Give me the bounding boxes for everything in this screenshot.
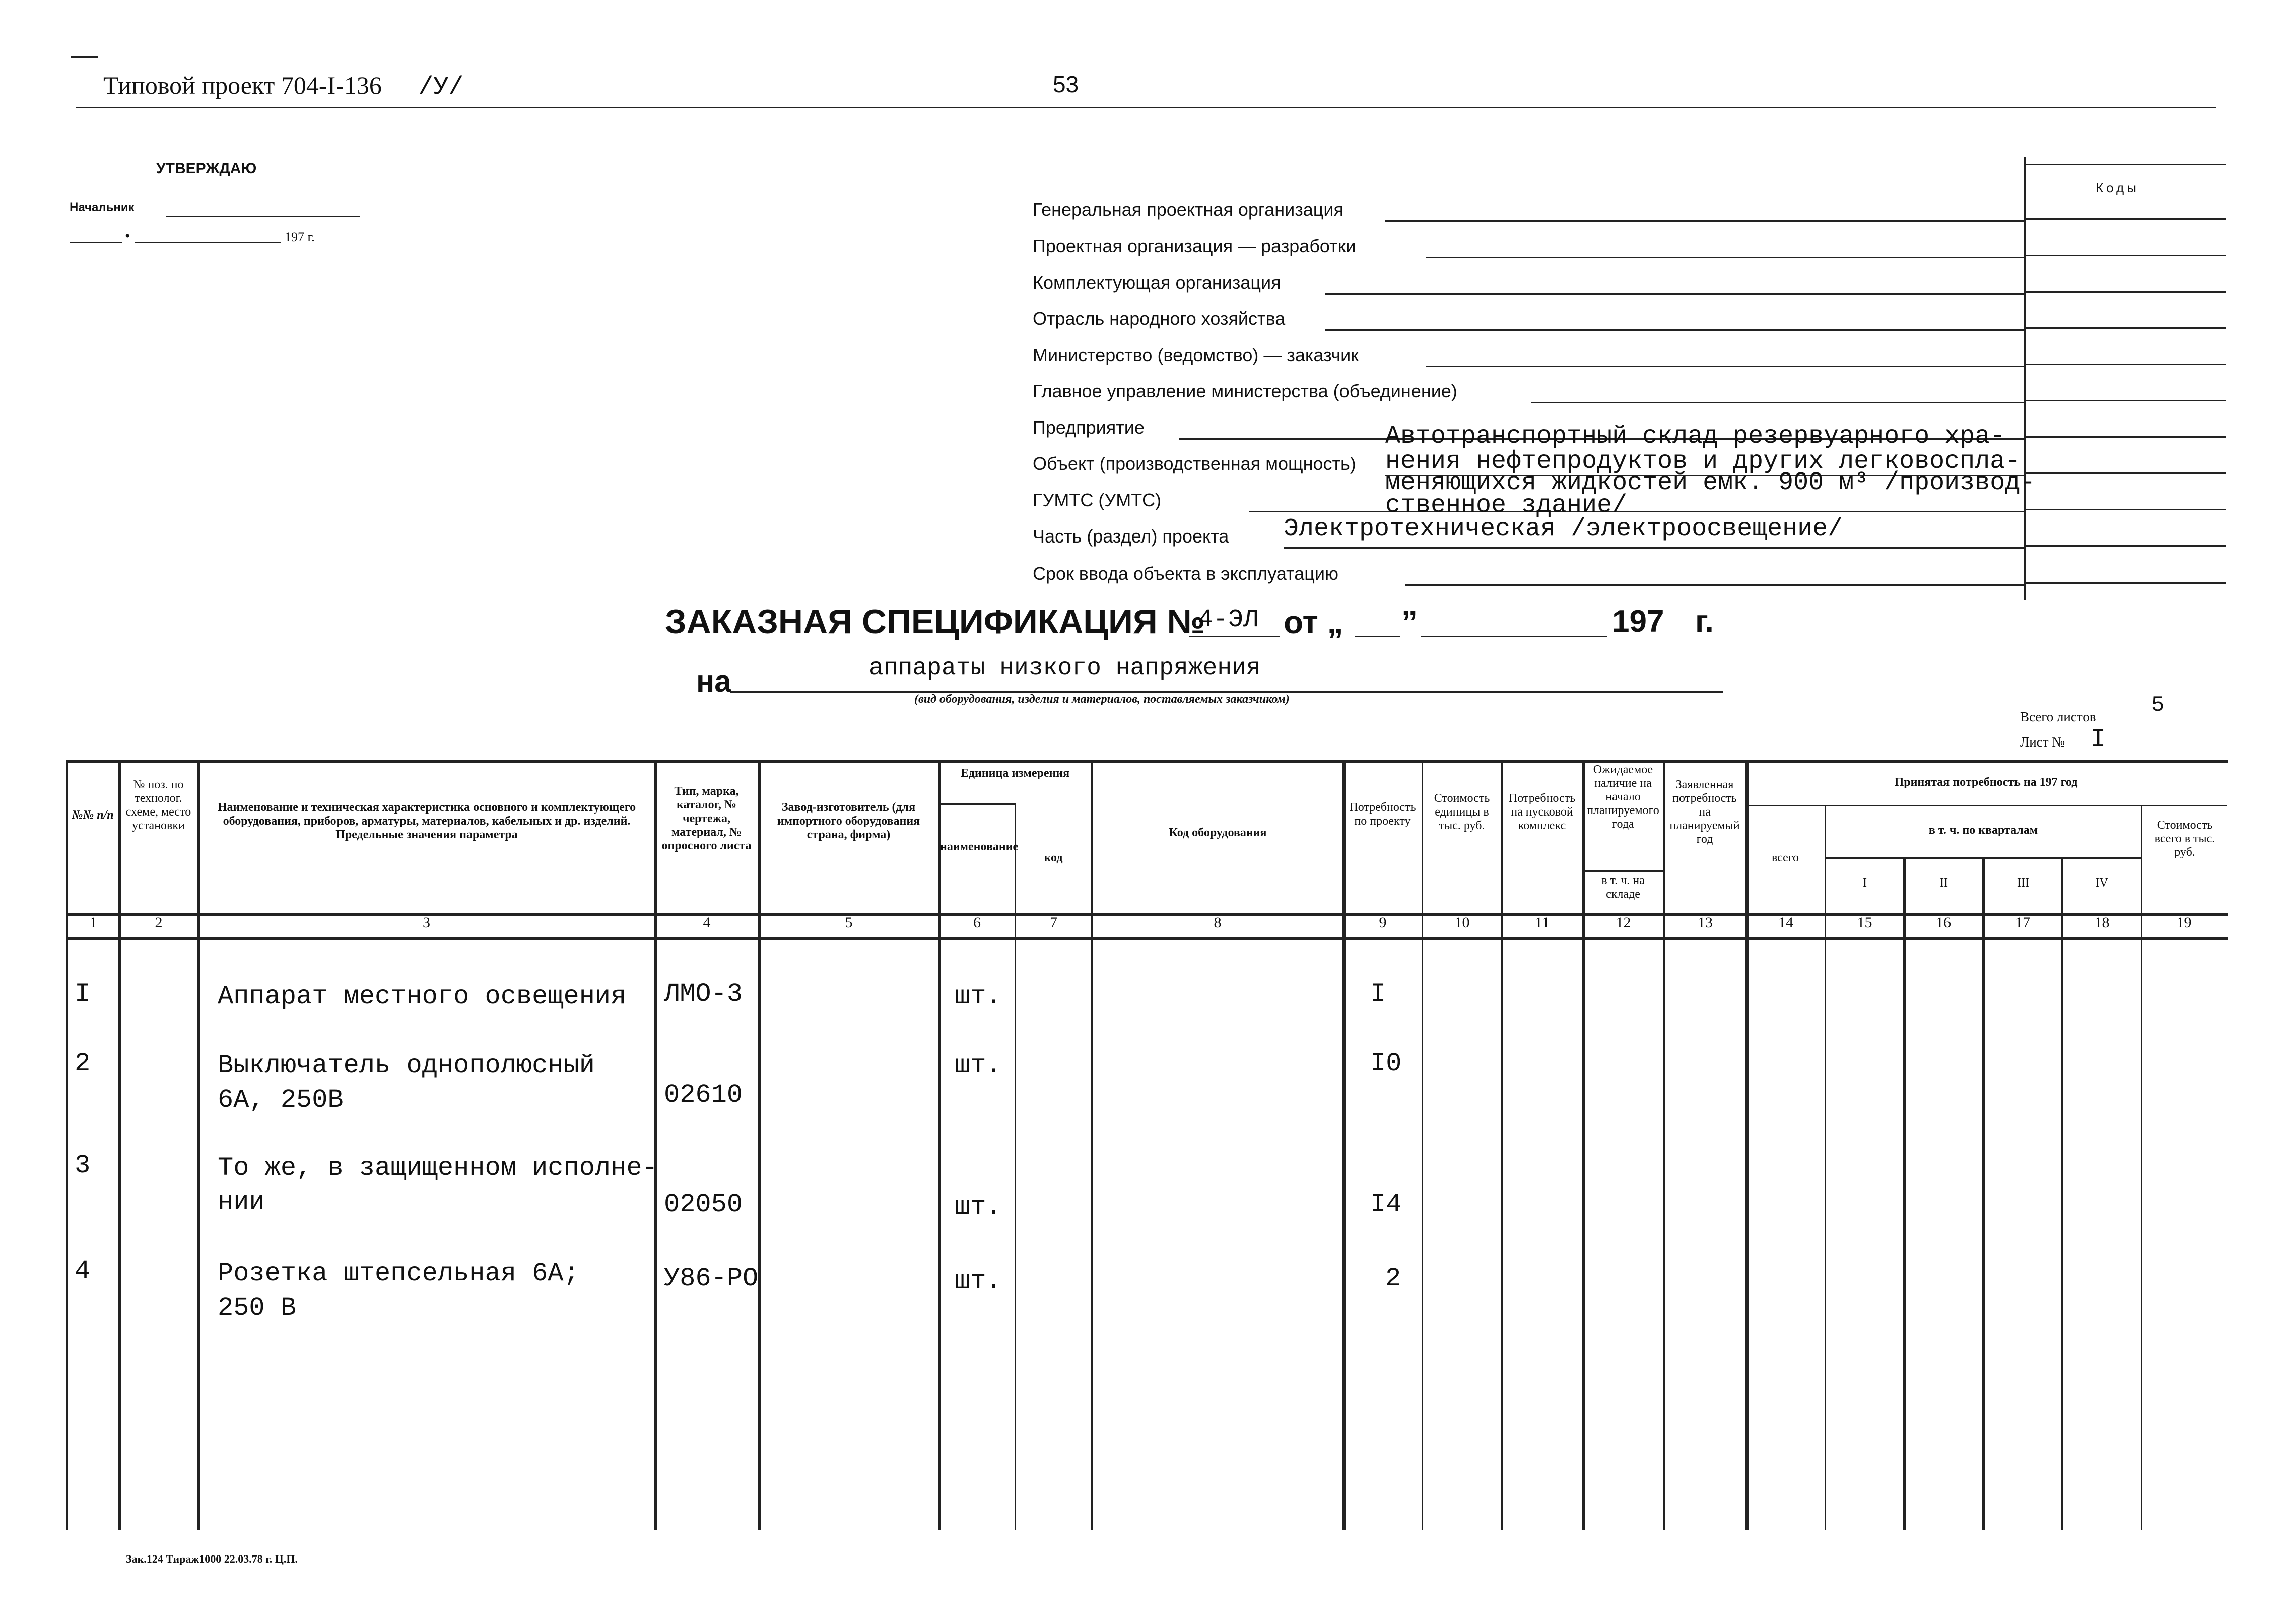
codes-row-line — [2024, 364, 2226, 365]
sheet-label: Лист № — [2020, 734, 2065, 750]
spec-number: 4-ЭЛ — [1198, 605, 1259, 634]
project-label-text: Типовой проект 704-I-136 — [103, 71, 382, 99]
approval-chief: Начальник — [70, 200, 135, 214]
row-type: У86-РО — [664, 1264, 759, 1294]
col-line-7 — [1091, 760, 1093, 1530]
accepted-subheader-line — [1745, 805, 2227, 806]
col-num-5: 5 — [845, 914, 853, 931]
codes-box-left — [2024, 157, 2026, 600]
org-field-label: Предприятие — [1033, 417, 1145, 438]
col-header-13: Заявленная потребность на планируемый год — [1669, 778, 1740, 846]
row-name-line-2: нии — [218, 1187, 265, 1217]
org-field-line — [1249, 511, 2024, 512]
codes-row-line — [2024, 582, 2226, 584]
col-line-5 — [938, 760, 941, 1530]
col-header-5: Завод-изготовитель (для импортного оборудования страна, фирма) — [777, 801, 920, 841]
header-dash — [71, 56, 98, 58]
row-name-line-2: 6А, 250В — [218, 1085, 344, 1115]
row-type: 02050 — [664, 1190, 743, 1220]
col-num-15: 15 — [1857, 914, 1872, 931]
col-header-8: Код оборудования — [1169, 826, 1267, 839]
spec-quote-close: ” — [1401, 604, 1418, 640]
row-unit: шт. — [955, 1266, 1002, 1296]
col-num-19: 19 — [2176, 914, 2192, 931]
table-top-line — [66, 760, 2228, 763]
sheets-total-value: 5 — [2151, 693, 2165, 718]
codes-row-line — [2024, 255, 2226, 256]
col-header-12b: в т. ч. на складе — [1601, 874, 1645, 901]
row-unit: шт. — [955, 982, 1002, 1011]
col-num-14: 14 — [1778, 914, 1793, 931]
org-field-label: Генеральная проектная организация — [1033, 199, 1343, 220]
codes-header: Коды — [2096, 180, 2139, 195]
codes-row-line — [2024, 436, 2226, 438]
col-header-7: код — [1044, 851, 1063, 864]
row-qty: I — [1370, 979, 1386, 1009]
col-header-accepted: Принятая потребность на 197 год — [1894, 776, 2078, 789]
project-section-value: Электротехническая /электроосвещение/ — [1284, 515, 1843, 544]
print-footer: Зак.124 Тираж1000 22.03.78 г. Ц.П. — [126, 1552, 298, 1565]
col-line-2 — [197, 760, 200, 1530]
row-name-line-1: Выключатель однополюсный — [218, 1051, 595, 1080]
codes-row-line — [2024, 472, 2226, 474]
col-line-1 — [118, 760, 121, 1530]
codes-row-line — [2024, 400, 2226, 401]
row-name-line-2: 250 В — [218, 1293, 297, 1323]
row-type: 02610 — [664, 1080, 743, 1110]
col-num-1: 1 — [89, 914, 97, 931]
col-header-4: Тип, марка, каталог, № чертежа, материал, № опросного листа — [661, 785, 752, 852]
col-header-12: Ожидаемое наличие на начало планируемого года — [1587, 763, 1659, 831]
col-num-3: 3 — [423, 914, 430, 931]
codes-row-line — [2024, 218, 2226, 220]
approval-date-line-1 — [70, 242, 122, 243]
spec-from: от „ — [1284, 604, 1343, 640]
col-num-13: 13 — [1698, 914, 1713, 931]
codes-row-line — [2024, 327, 2226, 329]
object-line-2: нения нефтепродуктов и других легковоспла- — [1385, 447, 2021, 476]
col-line-13 — [1745, 760, 1749, 1530]
col-header-1: №№ п/п — [72, 808, 114, 822]
col-header-10: Стоимость единицы в тыс. руб. — [1434, 792, 1490, 832]
col-line-6 — [1015, 803, 1016, 1530]
codes-row-line — [2024, 291, 2226, 293]
spec-title — [665, 602, 1205, 641]
org-field-line — [1325, 329, 2024, 331]
col-num-16: 16 — [1936, 914, 1951, 931]
approval-chief-line — [166, 216, 360, 217]
col-header-16: II — [1940, 876, 1948, 890]
header-divider — [76, 107, 2216, 108]
unit-subheader-line — [938, 803, 1015, 805]
col-num-8: 8 — [1214, 914, 1222, 931]
subject-caption: (вид оборудования, изделия и материалов, поставляемых заказчиком) — [914, 693, 1290, 706]
col-num-11: 11 — [1535, 914, 1550, 931]
col-line-14 — [1825, 805, 1826, 1530]
row-name-line-1: Розетка штепсельная 6А; — [218, 1259, 579, 1289]
spec-day-line — [1355, 636, 1400, 637]
sheet-value: I — [2091, 725, 2106, 754]
col-header-6: наименование — [940, 840, 1019, 853]
row-name-line-1: То же, в защищенном исполне- — [218, 1153, 658, 1183]
col-num-12: 12 — [1616, 914, 1631, 931]
approval-dot: • — [125, 228, 130, 244]
col-header-17: III — [2017, 876, 2029, 890]
col-num-17: 17 — [2015, 914, 2030, 931]
row-qty: I4 — [1370, 1190, 1402, 1220]
org-field-line — [1426, 366, 2024, 367]
col-line-12 — [1663, 760, 1665, 1530]
spec-year: 197 — [1612, 604, 1664, 639]
col-num-10: 10 — [1454, 914, 1470, 931]
col-header-9: Потребность по проекту — [1349, 801, 1416, 828]
page-number: 53 — [1053, 71, 1079, 97]
col-line-9 — [1422, 760, 1423, 1530]
col-num-9: 9 — [1379, 914, 1387, 931]
col-line-16 — [1982, 857, 1985, 1530]
col-line-18 — [2141, 805, 2142, 1530]
codes-row-line — [2024, 509, 2226, 510]
col-header-11: Потребность на пусковой комплекс — [1508, 792, 1576, 832]
col-header-2: № поз. по технолог. схеме, место установки — [125, 778, 191, 832]
org-field-label: Отрасль народного хозяйства — [1033, 308, 1286, 329]
col-line-10 — [1501, 760, 1503, 1530]
col-line-3 — [654, 760, 657, 1530]
org-field-line — [1405, 584, 2024, 586]
project-label — [103, 71, 463, 102]
col-line-17 — [2061, 857, 2063, 1530]
col-header-15: I — [1863, 876, 1867, 890]
c12-subheader-line — [1582, 870, 1663, 872]
col-header-19: Стоимость всего в тыс. руб. — [2154, 819, 2215, 859]
approval-year: 197 г. — [285, 230, 315, 244]
row-unit: шт. — [955, 1051, 1002, 1080]
org-field-line — [1325, 293, 2024, 295]
org-field-line — [1284, 547, 2024, 549]
col-line-0 — [66, 760, 68, 1530]
row-number: 4 — [75, 1256, 91, 1286]
col-num-4: 4 — [703, 914, 711, 931]
col-header-18: IV — [2095, 876, 2108, 890]
approval-date-line-2 — [135, 242, 281, 243]
approval-title: УТВЕРЖДАЮ — [156, 160, 257, 177]
project-suffix: /У/ — [418, 73, 464, 102]
spec-month-line — [1421, 636, 1607, 637]
org-field-label: Проектная организация — разработки — [1033, 236, 1356, 256]
org-field-label: ГУМТС (УМТС) — [1033, 490, 1162, 510]
col-num-18: 18 — [2094, 914, 2110, 931]
object-line-3: меняющихся жидкостей емк. 900 м³ /производ- — [1385, 468, 2036, 497]
org-field-line — [1385, 220, 2024, 222]
row-number: 3 — [75, 1151, 91, 1180]
org-field-label: Срок ввода объекта в эксплуатацию — [1033, 563, 1338, 584]
spec-number-line — [1189, 636, 1280, 637]
subject-value: аппараты низкого напряжения — [869, 655, 1261, 682]
org-field-label: Министерство (ведомство) — заказчик — [1033, 345, 1359, 365]
sheets-total-label: Всего листов — [2020, 709, 2096, 724]
row-unit: шт. — [955, 1192, 1002, 1222]
org-field-label: Объект (производственная мощность) — [1033, 453, 1356, 474]
subject-prefix: на — [696, 664, 731, 698]
spec-title-prefix: ЗАКАЗНАЯ СПЕЦИФИКАЦИЯ № — [665, 602, 1205, 641]
org-field-label: Комплектующая организация — [1033, 272, 1281, 293]
org-field-label: Главное управление министерства (объединение) — [1033, 381, 1457, 401]
col-line-8 — [1342, 760, 1346, 1530]
org-field-label: Часть (раздел) проекта — [1033, 526, 1229, 547]
object-line-1: Автотранспортный склад резервуарного хра- — [1385, 422, 2005, 451]
row-name-line-1: Аппарат местного освещения — [218, 982, 627, 1011]
col-line-15 — [1903, 857, 1906, 1530]
row-qty: 2 — [1385, 1264, 1401, 1294]
col-header-3: Наименование и техническая характеристика основного и комплектующего оборудования, приборов, арматуры, материалов, кабельных и др. изделий. Предельные значения параметра — [217, 801, 636, 841]
col-num-2: 2 — [155, 914, 163, 931]
org-field-line — [1426, 257, 2024, 258]
row-qty: I0 — [1370, 1049, 1402, 1078]
row-number: 2 — [75, 1049, 91, 1078]
col-header-unit: Единица измерения — [960, 767, 1070, 780]
org-field-line — [1531, 402, 2024, 403]
spec-year-suffix: г. — [1695, 604, 1714, 639]
col-header-quarters: в т. ч. по кварталам — [1928, 824, 2038, 837]
col-header-14: всего — [1771, 851, 1799, 864]
col-num-6: 6 — [973, 914, 981, 931]
codes-row-line-0 — [2024, 164, 2226, 165]
row-number: I — [75, 979, 91, 1009]
row-type: ЛМО-3 — [664, 979, 743, 1009]
codes-row-line — [2024, 545, 2226, 547]
col-line-4 — [758, 760, 761, 1530]
col-num-7: 7 — [1050, 914, 1057, 931]
object-line-4: ственное здание/ — [1385, 491, 1628, 520]
